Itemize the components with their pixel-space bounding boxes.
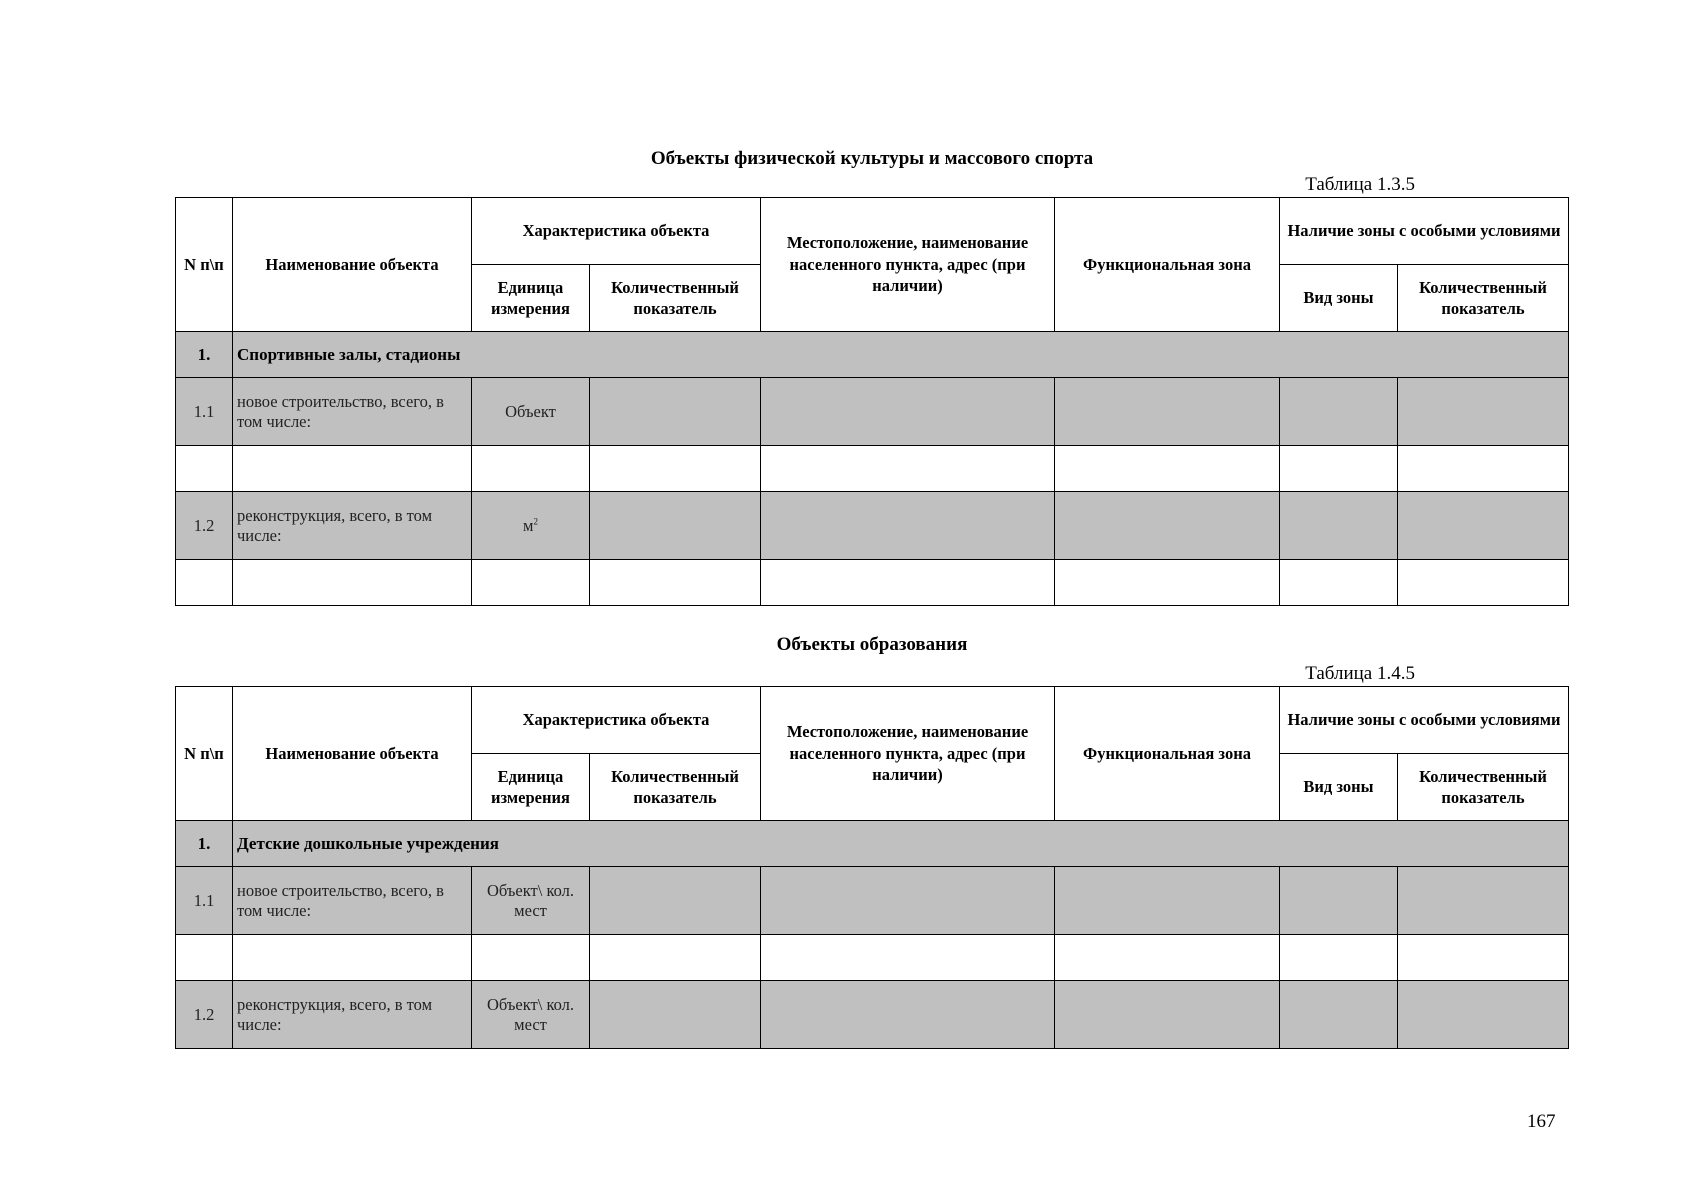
header-n: N п\п	[176, 198, 233, 332]
row-zone-type	[1280, 981, 1398, 1049]
header-location: Местоположение, наименование населенного пункта, адрес (при наличии)	[761, 198, 1055, 332]
row-quantity	[590, 981, 761, 1049]
unit-superscript: 2	[533, 516, 538, 526]
table1-title: Объекты физической культуры и массового спорта	[650, 148, 1094, 169]
table1	[175, 197, 1569, 606]
row-unit: Объект\ кол. мест	[472, 867, 590, 935]
table-row	[176, 981, 1569, 1049]
header-quantity: Количественный показатель	[590, 754, 761, 821]
row-quantity	[590, 378, 761, 446]
row-zone-type	[1280, 492, 1398, 560]
row-zone-quantity	[1398, 867, 1569, 935]
header-special-zone: Наличие зоны с особыми условиями	[1280, 198, 1569, 265]
row-num: 1.1	[176, 867, 233, 935]
row-location	[761, 378, 1055, 446]
header-special-zone: Наличие зоны с особыми условиями	[1280, 687, 1569, 754]
row-unit: Объект\ кол. мест	[472, 981, 590, 1049]
row-quantity	[590, 492, 761, 560]
row-location	[761, 867, 1055, 935]
row-functional-zone	[1055, 378, 1280, 446]
table-row-empty	[176, 935, 1569, 981]
header-n: N п\п	[176, 687, 233, 821]
header-zone-type: Вид зоны	[1280, 754, 1398, 821]
page-number: 167	[1527, 1111, 1556, 1132]
unit-text: м	[523, 515, 534, 535]
row-quantity	[590, 867, 761, 935]
row-name: новое строительство, всего, в том числе:	[233, 378, 472, 446]
table2	[175, 686, 1569, 1049]
header-name: Наименование объекта	[233, 198, 472, 332]
table-row	[176, 492, 1569, 560]
header-location: Местоположение, наименование населенного пункта, адрес (при наличии)	[761, 687, 1055, 821]
table-row-empty	[176, 560, 1569, 606]
row-location	[761, 981, 1055, 1049]
row-location	[761, 492, 1055, 560]
table2-number: Таблица 1.4.5	[1305, 663, 1415, 684]
table2-title: Объекты образования	[776, 634, 968, 655]
header-zone-quantity: Количественный показатель	[1398, 265, 1569, 332]
row-name: новое строительство, всего, в том числе:	[233, 867, 472, 935]
row-functional-zone	[1055, 867, 1280, 935]
header-unit: Единица измерения	[472, 265, 590, 332]
header-name: Наименование объекта	[233, 687, 472, 821]
category-row	[176, 332, 1569, 378]
row-unit	[472, 492, 590, 560]
header-characteristics: Характеристика объекта	[472, 687, 761, 754]
table-row	[176, 867, 1569, 935]
header-functional-zone: Функциональная зона	[1055, 198, 1280, 332]
category-name: Спортивные залы, стадионы	[233, 332, 1569, 378]
row-name: реконструкция, всего, в том числе:	[233, 981, 472, 1049]
row-unit: Объект	[472, 378, 590, 446]
row-zone-quantity	[1398, 492, 1569, 560]
row-num: 1.2	[176, 492, 233, 560]
table-row	[176, 378, 1569, 446]
category-row	[176, 821, 1569, 867]
row-zone-type	[1280, 867, 1398, 935]
header-zone-type: Вид зоны	[1280, 265, 1398, 332]
table-row-empty	[176, 446, 1569, 492]
table1-number: Таблица 1.3.5	[1305, 174, 1415, 195]
category-num: 1.	[176, 332, 233, 378]
row-zone-quantity	[1398, 981, 1569, 1049]
row-zone-quantity	[1398, 378, 1569, 446]
header-quantity: Количественный показатель	[590, 265, 761, 332]
row-functional-zone	[1055, 981, 1280, 1049]
header-zone-quantity: Количественный показатель	[1398, 754, 1569, 821]
row-functional-zone	[1055, 492, 1280, 560]
header-unit: Единица измерения	[472, 754, 590, 821]
category-num: 1.	[176, 821, 233, 867]
header-characteristics: Характеристика объекта	[472, 198, 761, 265]
row-zone-type	[1280, 378, 1398, 446]
row-num: 1.2	[176, 981, 233, 1049]
category-name: Детские дошкольные учреждения	[233, 821, 1569, 867]
row-name: реконструкция, всего, в том числе:	[233, 492, 472, 560]
header-functional-zone: Функциональная зона	[1055, 687, 1280, 821]
row-num: 1.1	[176, 378, 233, 446]
